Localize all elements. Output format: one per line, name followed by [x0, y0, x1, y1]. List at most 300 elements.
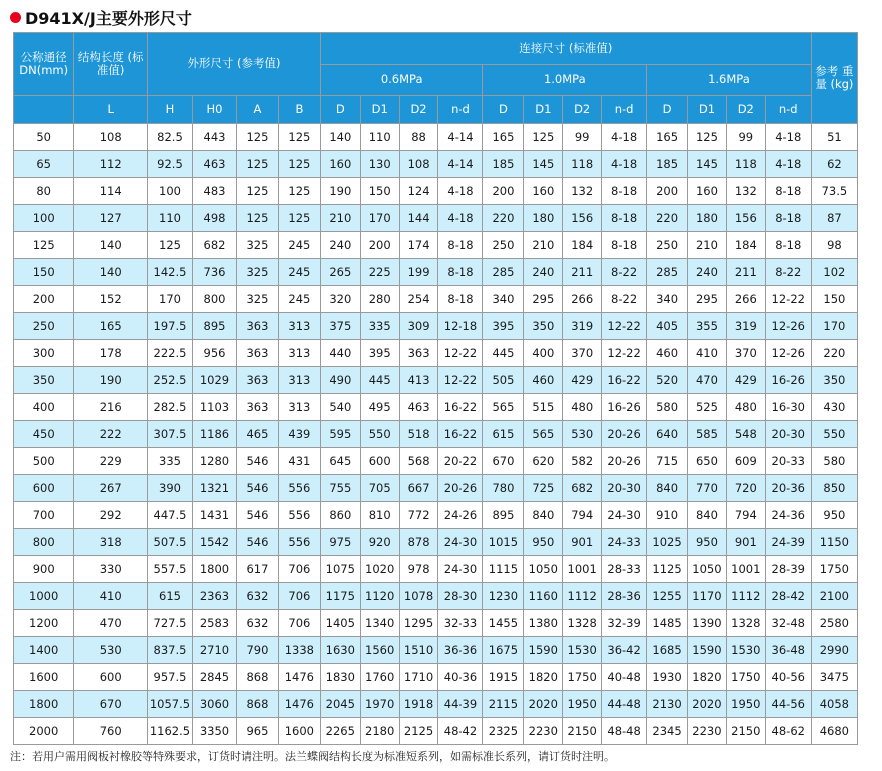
- subheader-cell: D: [483, 96, 524, 124]
- table-cell: 199: [399, 259, 438, 286]
- table-cell: 8-18: [602, 178, 647, 205]
- table-row: [14, 556, 858, 583]
- table-cell: 556: [278, 475, 320, 502]
- table-row: [14, 529, 858, 556]
- table-cell: 1186: [192, 421, 236, 448]
- subheader-cell: D: [647, 96, 688, 124]
- table-cell: 1560: [360, 637, 399, 664]
- table-cell: 184: [563, 232, 602, 259]
- table-cell: 1150: [811, 529, 857, 556]
- table-cell: 950: [811, 502, 857, 529]
- table-cell: 1405: [320, 610, 360, 637]
- table-cell: 295: [524, 286, 563, 313]
- table-cell: 460: [647, 340, 688, 367]
- table-cell: 170: [811, 313, 857, 340]
- table-cell: 370: [563, 340, 602, 367]
- table-cell: 667: [399, 475, 438, 502]
- table-cell: 772: [399, 502, 438, 529]
- table-cell: 178: [74, 340, 148, 367]
- table-cell: 1050: [688, 556, 727, 583]
- header-pressure-1: 1.0MPa: [483, 65, 647, 96]
- table-cell: 220: [811, 340, 857, 367]
- table-cell: 2265: [320, 718, 360, 745]
- table-cell: 600: [360, 448, 399, 475]
- table-cell: 190: [320, 178, 360, 205]
- table-cell: 895: [192, 313, 236, 340]
- table-cell: 957.5: [147, 664, 192, 691]
- table-cell: 28-30: [438, 583, 483, 610]
- table-cell: 540: [320, 394, 360, 421]
- subheader-cell: n-d: [602, 96, 647, 124]
- subheader-cell: H: [147, 96, 192, 124]
- table-cell: 546: [236, 502, 278, 529]
- table-cell: 445: [483, 340, 524, 367]
- table-cell: 108: [399, 151, 438, 178]
- table-cell: 632: [236, 610, 278, 637]
- table-cell: 609: [726, 448, 765, 475]
- table-cell: 632: [236, 583, 278, 610]
- table-cell: 1590: [688, 637, 727, 664]
- table-cell: 140: [320, 124, 360, 151]
- table-cell: 300: [14, 340, 74, 367]
- table-cell: 600: [14, 475, 74, 502]
- table-cell: 878: [399, 529, 438, 556]
- table-cell: 2100: [811, 583, 857, 610]
- table-cell: 530: [563, 421, 602, 448]
- header-pressure-2: 1.6MPa: [647, 65, 812, 96]
- table-cell: 28-39: [765, 556, 811, 583]
- table-cell: 160: [524, 178, 563, 205]
- table-cell: 8-18: [438, 232, 483, 259]
- table-cell: 370: [726, 340, 765, 367]
- table-cell: 8-18: [438, 259, 483, 286]
- table-cell: 51: [811, 124, 857, 151]
- table-cell: 318: [74, 529, 148, 556]
- table-cell: 1025: [647, 529, 688, 556]
- table-cell: 152: [74, 286, 148, 313]
- table-cell: 132: [726, 178, 765, 205]
- table-cell: 1078: [399, 583, 438, 610]
- table-cell: 165: [483, 124, 524, 151]
- table-header: [14, 33, 858, 124]
- table-cell: 1476: [278, 691, 320, 718]
- table-cell: 498: [192, 205, 236, 232]
- table-cell: 125: [278, 124, 320, 151]
- table-cell: 705: [360, 475, 399, 502]
- table-cell: 518: [399, 421, 438, 448]
- table-cell: 220: [647, 205, 688, 232]
- table-cell: 20-30: [765, 421, 811, 448]
- table-cell: 429: [726, 367, 765, 394]
- table-cell: 112: [74, 151, 148, 178]
- table-cell: 770: [688, 475, 727, 502]
- table-cell: 150: [14, 259, 74, 286]
- table-cell: 20-36: [765, 475, 811, 502]
- table-cell: 180: [688, 205, 727, 232]
- table-cell: 8-22: [765, 259, 811, 286]
- table-cell: 40-48: [602, 664, 647, 691]
- table-cell: 546: [236, 529, 278, 556]
- table-cell: 12-22: [765, 286, 811, 313]
- table-cell: 210: [524, 232, 563, 259]
- page-title: [10, 5, 192, 29]
- table-cell: 850: [811, 475, 857, 502]
- table-cell: 390: [147, 475, 192, 502]
- table-cell: 99: [726, 124, 765, 151]
- table-cell: 1162.5: [147, 718, 192, 745]
- table-cell: 4058: [811, 691, 857, 718]
- table-cell: 556: [278, 502, 320, 529]
- table-cell: 1510: [399, 637, 438, 664]
- table-cell: 325: [236, 286, 278, 313]
- table-cell: 2230: [688, 718, 727, 745]
- table-cell: 245: [278, 259, 320, 286]
- table-cell: 125: [278, 151, 320, 178]
- table-row: [14, 610, 858, 637]
- table-row: [14, 367, 858, 394]
- table-cell: 868: [236, 664, 278, 691]
- table-row: [14, 232, 858, 259]
- table-cell: 1057.5: [147, 691, 192, 718]
- table-cell: 1175: [320, 583, 360, 610]
- table-cell: 2363: [192, 583, 236, 610]
- table-cell: 363: [236, 340, 278, 367]
- table-cell: 1015: [483, 529, 524, 556]
- subheader-cell: n-d: [438, 96, 483, 124]
- table-cell: 363: [399, 340, 438, 367]
- table-cell: 706: [278, 583, 320, 610]
- header-dn-blank: [14, 96, 74, 124]
- table-cell: 650: [688, 448, 727, 475]
- table-cell: 2130: [647, 691, 688, 718]
- table-cell: 110: [147, 205, 192, 232]
- table-cell: 1001: [726, 556, 765, 583]
- table-cell: 620: [524, 448, 563, 475]
- subheader-row: [14, 96, 858, 124]
- table-cell: 16-22: [438, 421, 483, 448]
- table-cell: 20-26: [602, 448, 647, 475]
- table-cell: 20-33: [765, 448, 811, 475]
- table-cell: 8-18: [602, 205, 647, 232]
- table-cell: 127: [74, 205, 148, 232]
- table-cell: 585: [688, 421, 727, 448]
- subheader-cell: B: [278, 96, 320, 124]
- table-cell: 443: [192, 124, 236, 151]
- table-cell: 1485: [647, 610, 688, 637]
- table-cell: 88: [399, 124, 438, 151]
- table-cell: 125: [524, 124, 563, 151]
- table-cell: 837.5: [147, 637, 192, 664]
- table-cell: 1830: [320, 664, 360, 691]
- red-dot-icon: [10, 12, 21, 23]
- table-cell: 211: [726, 259, 765, 286]
- table-cell: 320: [320, 286, 360, 313]
- table-cell: 682: [563, 475, 602, 502]
- table-cell: 210: [320, 205, 360, 232]
- table-cell: 920: [360, 529, 399, 556]
- table-row: [14, 421, 858, 448]
- table-cell: 1020: [360, 556, 399, 583]
- table-cell: 285: [647, 259, 688, 286]
- table-cell: 700: [14, 502, 74, 529]
- table-cell: 28-36: [602, 583, 647, 610]
- table-cell: 800: [192, 286, 236, 313]
- table-cell: 615: [483, 421, 524, 448]
- table-cell: 340: [483, 286, 524, 313]
- table-cell: 280: [360, 286, 399, 313]
- table-cell: 16-26: [765, 367, 811, 394]
- table-cell: 794: [563, 502, 602, 529]
- table-cell: 1820: [524, 664, 563, 691]
- table-cell: 1400: [14, 637, 74, 664]
- table-cell: 48-42: [438, 718, 483, 745]
- table-cell: 36-36: [438, 637, 483, 664]
- table-cell: 245: [278, 232, 320, 259]
- table-cell: 395: [360, 340, 399, 367]
- table-cell: 568: [399, 448, 438, 475]
- table-cell: 483: [192, 178, 236, 205]
- table-cell: 100: [147, 178, 192, 205]
- table-cell: 810: [360, 502, 399, 529]
- table-cell: 1590: [524, 637, 563, 664]
- table-cell: 335: [147, 448, 192, 475]
- table-cell: 546: [236, 475, 278, 502]
- subheader-cell: n-d: [765, 96, 811, 124]
- table-cell: 125: [147, 232, 192, 259]
- table-row: [14, 259, 858, 286]
- table-cell: 2150: [563, 718, 602, 745]
- table-cell: 2000: [14, 718, 74, 745]
- table-cell: 118: [563, 151, 602, 178]
- table-cell: 400: [524, 340, 563, 367]
- table-cell: 24-30: [438, 529, 483, 556]
- table-cell: 144: [399, 205, 438, 232]
- table-cell: 190: [74, 367, 148, 394]
- table-cell: 156: [726, 205, 765, 232]
- table-cell: 1685: [647, 637, 688, 664]
- table-cell: 108: [74, 124, 148, 151]
- table-row: [14, 718, 858, 745]
- table-cell: 265: [320, 259, 360, 286]
- table-cell: 1115: [483, 556, 524, 583]
- table-cell: 266: [563, 286, 602, 313]
- table-cell: 110: [360, 124, 399, 151]
- table-cell: 463: [399, 394, 438, 421]
- table-cell: 12-22: [438, 367, 483, 394]
- table-cell: 229: [74, 448, 148, 475]
- table-cell: 470: [688, 367, 727, 394]
- table-cell: 720: [726, 475, 765, 502]
- table-cell: 901: [563, 529, 602, 556]
- table-cell: 184: [726, 232, 765, 259]
- table-cell: 118: [726, 151, 765, 178]
- table-cell: 2710: [192, 637, 236, 664]
- table-cell: 125: [236, 151, 278, 178]
- table-cell: 24-36: [765, 502, 811, 529]
- table-cell: 125: [278, 178, 320, 205]
- table-cell: 460: [524, 367, 563, 394]
- table-cell: 313: [278, 367, 320, 394]
- table-cell: 1750: [563, 664, 602, 691]
- table-row: [14, 205, 858, 232]
- table-cell: 1112: [726, 583, 765, 610]
- table-cell: 1930: [647, 664, 688, 691]
- table-cell: 99: [563, 124, 602, 151]
- table-cell: 200: [647, 178, 688, 205]
- footnote: 注：若用户需用阀板衬橡胶等特殊要求，订货时请注明。法兰蝶阀结构长度为标准短系列，如需标准长系列，请订货时注明。: [10, 750, 615, 763]
- table-cell: 2325: [483, 718, 524, 745]
- table-cell: 550: [360, 421, 399, 448]
- table-cell: 470: [74, 610, 148, 637]
- table-cell: 727.5: [147, 610, 192, 637]
- table-cell: 1255: [647, 583, 688, 610]
- table-cell: 1380: [524, 610, 563, 637]
- table-cell: 725: [524, 475, 563, 502]
- table-cell: 400: [14, 394, 74, 421]
- table-cell: 950: [688, 529, 727, 556]
- table-cell: 978: [399, 556, 438, 583]
- table-cell: 490: [320, 367, 360, 394]
- table-cell: 1970: [360, 691, 399, 718]
- table-cell: 32-33: [438, 610, 483, 637]
- table-cell: 4-14: [438, 124, 483, 151]
- table-cell: 252.5: [147, 367, 192, 394]
- table-cell: 1328: [726, 610, 765, 637]
- table-cell: 350: [14, 367, 74, 394]
- table-cell: 465: [236, 421, 278, 448]
- table-cell: 794: [726, 502, 765, 529]
- table-cell: 480: [726, 394, 765, 421]
- table-cell: 124: [399, 178, 438, 205]
- table-cell: 1530: [726, 637, 765, 664]
- table-cell: 2020: [688, 691, 727, 718]
- table-cell: 197.5: [147, 313, 192, 340]
- table-cell: 1340: [360, 610, 399, 637]
- table-cell: 682: [192, 232, 236, 259]
- table-cell: 840: [688, 502, 727, 529]
- table-cell: 495: [360, 394, 399, 421]
- table-cell: 956: [192, 340, 236, 367]
- table-cell: 860: [320, 502, 360, 529]
- dimension-table: [13, 32, 858, 745]
- table-cell: 445: [360, 367, 399, 394]
- table-cell: 1050: [524, 556, 563, 583]
- table-cell: 670: [483, 448, 524, 475]
- table-cell: 222.5: [147, 340, 192, 367]
- table-cell: 44-56: [765, 691, 811, 718]
- table-cell: 480: [563, 394, 602, 421]
- table-cell: 12-26: [765, 313, 811, 340]
- table-cell: 8-18: [765, 205, 811, 232]
- subheader-cell: D1: [524, 96, 563, 124]
- table-cell: 211: [563, 259, 602, 286]
- table-cell: 20-22: [438, 448, 483, 475]
- table-cell: 12-26: [765, 340, 811, 367]
- table-cell: 319: [726, 313, 765, 340]
- table-cell: 1675: [483, 637, 524, 664]
- table-cell: 335: [360, 313, 399, 340]
- table-row: [14, 394, 858, 421]
- table-cell: 48-48: [602, 718, 647, 745]
- table-cell: 16-30: [765, 394, 811, 421]
- table-cell: 12-18: [438, 313, 483, 340]
- header-outline: 外形尺寸 (参考值): [147, 33, 320, 96]
- table-cell: 447.5: [147, 502, 192, 529]
- table-cell: 1950: [726, 691, 765, 718]
- table-cell: 431: [278, 448, 320, 475]
- table-row: [14, 583, 858, 610]
- table-cell: 8-18: [765, 178, 811, 205]
- table-cell: 16-26: [602, 394, 647, 421]
- table-cell: 1630: [320, 637, 360, 664]
- table-cell: 1915: [483, 664, 524, 691]
- table-cell: 73.5: [811, 178, 857, 205]
- table-cell: 82.5: [147, 124, 192, 151]
- table-row: [14, 124, 858, 151]
- table-cell: 736: [192, 259, 236, 286]
- table-cell: 3060: [192, 691, 236, 718]
- table-cell: 525: [688, 394, 727, 421]
- table-cell: 142.5: [147, 259, 192, 286]
- table-cell: 313: [278, 313, 320, 340]
- table-row: [14, 340, 858, 367]
- table-cell: 617: [236, 556, 278, 583]
- table-cell: 8-22: [602, 259, 647, 286]
- table-cell: 395: [483, 313, 524, 340]
- table-cell: 2580: [811, 610, 857, 637]
- table-cell: 2180: [360, 718, 399, 745]
- header-dn: 公称通径 DN(mm): [14, 33, 74, 96]
- table-cell: 100: [14, 205, 74, 232]
- table-cell: 170: [147, 286, 192, 313]
- table-cell: 1328: [563, 610, 602, 637]
- table-cell: 1800: [192, 556, 236, 583]
- table-cell: 895: [483, 502, 524, 529]
- table-cell: 507.5: [147, 529, 192, 556]
- table-cell: 1075: [320, 556, 360, 583]
- table-cell: 1160: [524, 583, 563, 610]
- table-cell: 1120: [360, 583, 399, 610]
- table-cell: 1918: [399, 691, 438, 718]
- table-cell: 20-26: [602, 421, 647, 448]
- table-cell: 200: [483, 178, 524, 205]
- table-cell: 313: [278, 394, 320, 421]
- table-cell: 125: [236, 178, 278, 205]
- table-cell: 363: [236, 367, 278, 394]
- table-cell: 140: [74, 259, 148, 286]
- table-cell: 50: [14, 124, 74, 151]
- table-cell: 2125: [399, 718, 438, 745]
- table-cell: 36-42: [602, 637, 647, 664]
- table-cell: 670: [74, 691, 148, 718]
- table-cell: 282.5: [147, 394, 192, 421]
- table-cell: 44-39: [438, 691, 483, 718]
- table-cell: 1295: [399, 610, 438, 637]
- subheader-cell: H0: [192, 96, 236, 124]
- table-cell: 125: [688, 124, 727, 151]
- table-cell: 160: [320, 151, 360, 178]
- table-cell: 868: [236, 691, 278, 718]
- table-cell: 580: [811, 448, 857, 475]
- table-cell: 600: [74, 664, 148, 691]
- table-cell: 4-18: [602, 151, 647, 178]
- subheader-cell: D2: [726, 96, 765, 124]
- table-cell: 245: [278, 286, 320, 313]
- table-cell: 295: [688, 286, 727, 313]
- table-cell: 24-30: [602, 502, 647, 529]
- table-cell: 557.5: [147, 556, 192, 583]
- table-cell: 32-39: [602, 610, 647, 637]
